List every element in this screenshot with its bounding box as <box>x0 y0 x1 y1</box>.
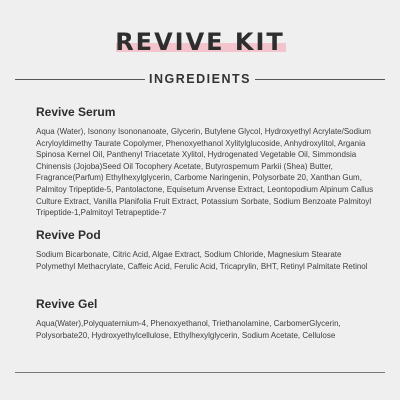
ingredients-header <box>15 69 385 89</box>
section-heading: Revive Gel <box>36 297 98 311</box>
title-block <box>0 26 400 58</box>
section-ingredients-text: Aqua(Water),Polyquaternium-4, Phenoxyethanol, Triethanolamine, CarbomerGlycerin, Polysorbate20, Hydroxyethylcellulose, Ethylhexylglycerin, Sodium Acetate, Cellulose <box>36 319 341 340</box>
bottom-divider <box>15 372 385 373</box>
section-revive-pod <box>36 227 376 272</box>
divider-right <box>255 79 385 80</box>
section-revive-gel <box>36 296 376 341</box>
ingredients-label: INGREDIENTS <box>149 72 251 86</box>
section-ingredients-text: Sodium Bicarbonate, Citric Acid, Algae Extract, Sodium Chloride, Magnesium Stearate Polymethyl Methacrylate, Caffeic Acid, Ferulic Acid, Tricaprylin, BHT, Retinyl Palmitate Retinol <box>36 250 368 271</box>
section-revive-serum <box>36 104 376 219</box>
section-heading: Revive Pod <box>36 228 101 242</box>
section-ingredients-text: Aqua (Water), Isonony Isononanoate, Glycerin, Butylene Glycol, Hydroxyethyl Acrylate/Sodium Acryloyldimethy Taurate Copolymer, Phenoxyethanol Xylitylglucoside, Anhydroxylitol, Argania Spinosa Kernel Oil, Panthenyl Triacetate Xylitol, Hydrogenated Vegetable Oil, Simmondsia Chinensis (Jojoba)Seed Oil Tocophery Acetate, Butyrospemum Parkii (Shea) Butter, Fragrance(Parfum) Ethylhexylglycerin, Carbome Naringenin, Polysorbate 20, Xanthan Gum, Palmitoy Tripeptide-5, Pantolactone, Equisetum Arvense Extract, Leontopodium Alpinum Callus Culture Extract, Vanilla Planifolia Fruit Extract, Potassium Sorbate, Sodium Benzoate Palmitoyl Tripeptide-1,Palmitoyl Tetrapeptide-7 <box>36 127 374 218</box>
section-heading: Revive Serum <box>36 105 116 119</box>
page-title: REVIVE KIT <box>115 28 285 56</box>
